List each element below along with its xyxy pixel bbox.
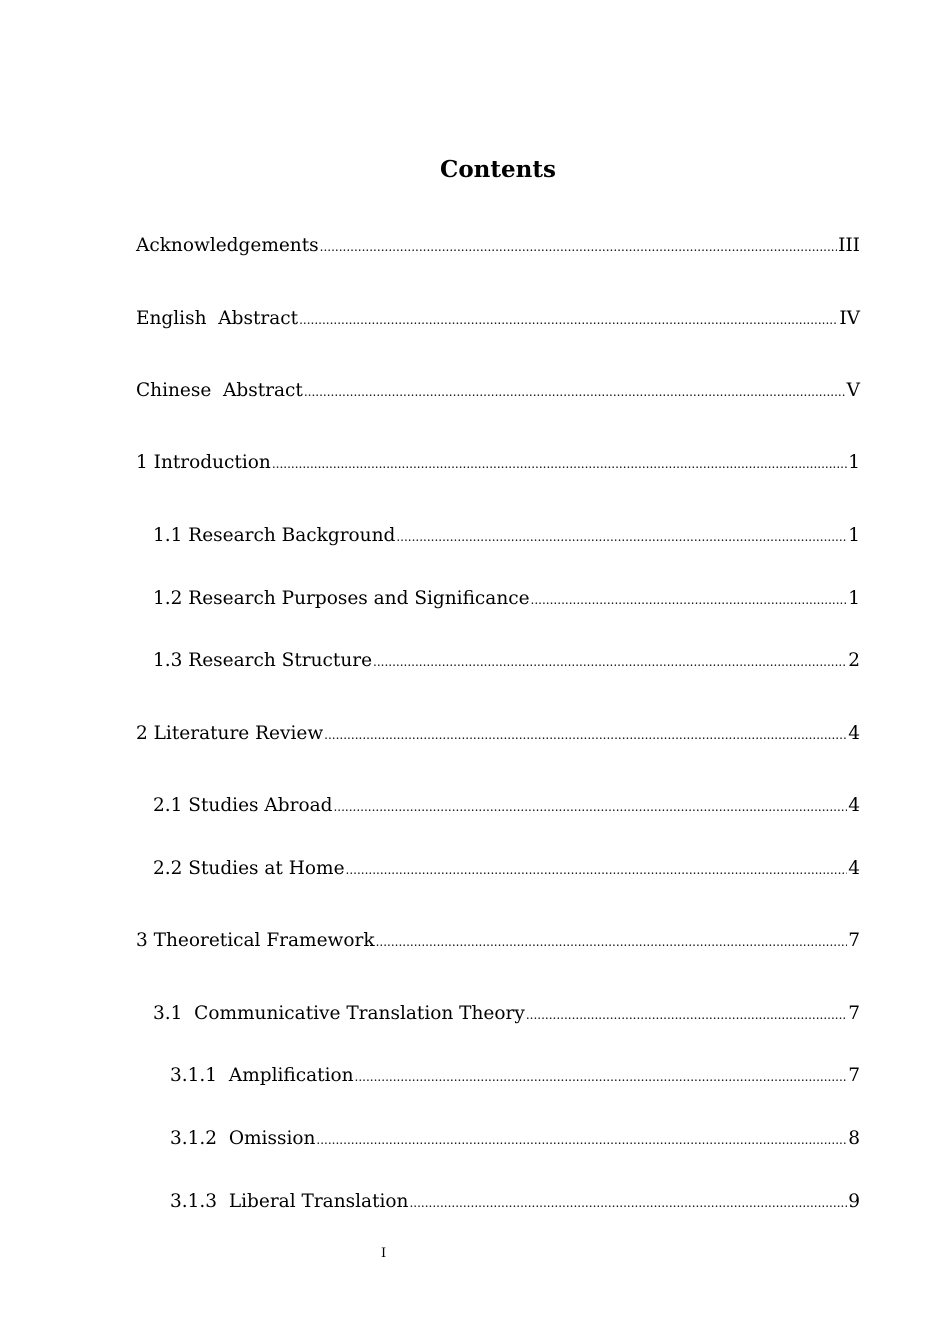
toc-entry-label: 3.1 Communicative Translation Theory: [153, 1003, 525, 1024]
toc-entry-page: 7: [848, 930, 860, 951]
toc-entry-label: 1 Introduction: [136, 452, 271, 473]
toc-entry-introduction[interactable]: [136, 451, 860, 475]
dot-leader: [526, 1003, 847, 1027]
dot-leader: [373, 650, 847, 674]
page-number: I: [381, 1246, 387, 1261]
toc-entry-label: 3.1.1 Amplification: [170, 1065, 354, 1086]
toc-entry-page: 2: [848, 650, 860, 671]
toc-entry-label: 2.2 Studies at Home: [153, 858, 345, 879]
dot-leader: [333, 795, 847, 819]
dot-leader: [304, 380, 846, 404]
toc-entry-label: 3.1.2 Omission: [170, 1128, 316, 1149]
toc-entry-studies-abroad[interactable]: [153, 794, 860, 818]
toc-entry-liberal-translation[interactable]: [170, 1190, 860, 1214]
toc-entry-page: 1: [848, 452, 860, 473]
toc-entry-chinese-abstract[interactable]: [136, 379, 860, 403]
dot-leader: [376, 930, 848, 954]
toc-entry-omission[interactable]: [170, 1127, 860, 1151]
toc-entry-label: 3 Theoretical Framework: [136, 930, 375, 951]
toc-entry-page: 4: [848, 723, 860, 744]
toc-entry-research-purposes[interactable]: [153, 587, 860, 611]
toc-entry-acknowledgements[interactable]: [136, 234, 860, 258]
toc-entry-page: III: [838, 235, 860, 256]
toc-entry-label: 1.3 Research Structure: [153, 650, 373, 671]
toc-entry-literature-review[interactable]: [136, 722, 860, 746]
toc-entry-research-structure[interactable]: [153, 649, 860, 673]
dot-leader: [346, 858, 848, 882]
toc-entry-page: 7: [848, 1065, 860, 1086]
toc-entry-page: 4: [848, 795, 860, 816]
dot-leader: [324, 723, 847, 747]
page-title: Contents: [440, 156, 556, 183]
toc-entry-page: IV: [839, 308, 860, 329]
dot-leader: [531, 588, 848, 612]
toc-entry-page: 8: [848, 1128, 860, 1149]
toc-entry-label: 2.1 Studies Abroad: [153, 795, 333, 816]
toc-entry-page: 9: [848, 1191, 860, 1212]
toc-entry-amplification[interactable]: [170, 1064, 860, 1088]
dot-leader: [272, 452, 847, 476]
toc-entry-page: 1: [848, 588, 860, 609]
toc-entry-label: 2 Literature Review: [136, 723, 324, 744]
toc-entry-page: 1: [848, 525, 860, 546]
toc-entry-theoretical-framework[interactable]: [136, 929, 860, 953]
toc-entry-english-abstract[interactable]: [136, 307, 860, 331]
dot-leader: [320, 235, 837, 259]
dot-leader: [396, 525, 847, 549]
toc-entry-label: 3.1.3 Liberal Translation: [170, 1191, 409, 1212]
toc-entry-page: 4: [848, 858, 860, 879]
toc-entry-page: V: [846, 380, 860, 401]
dot-leader: [316, 1128, 847, 1152]
toc-entry-communicative-translation-theory[interactable]: [153, 1002, 860, 1026]
toc-entry-label: 1.1 Research Background: [153, 525, 396, 546]
toc-entry-research-background[interactable]: [153, 524, 860, 548]
toc-entry-label: Acknowledgements: [136, 235, 319, 256]
toc-entry-label: Chinese Abstract: [136, 380, 303, 401]
dot-leader: [409, 1191, 847, 1215]
toc-entry-label: 1.2 Research Purposes and Significance: [153, 588, 530, 609]
toc-entry-label: English Abstract: [136, 308, 299, 329]
dot-leader: [355, 1065, 848, 1089]
dot-leader: [299, 308, 838, 332]
toc-entry-studies-at-home[interactable]: [153, 857, 860, 881]
toc-entry-page: 7: [848, 1003, 860, 1024]
